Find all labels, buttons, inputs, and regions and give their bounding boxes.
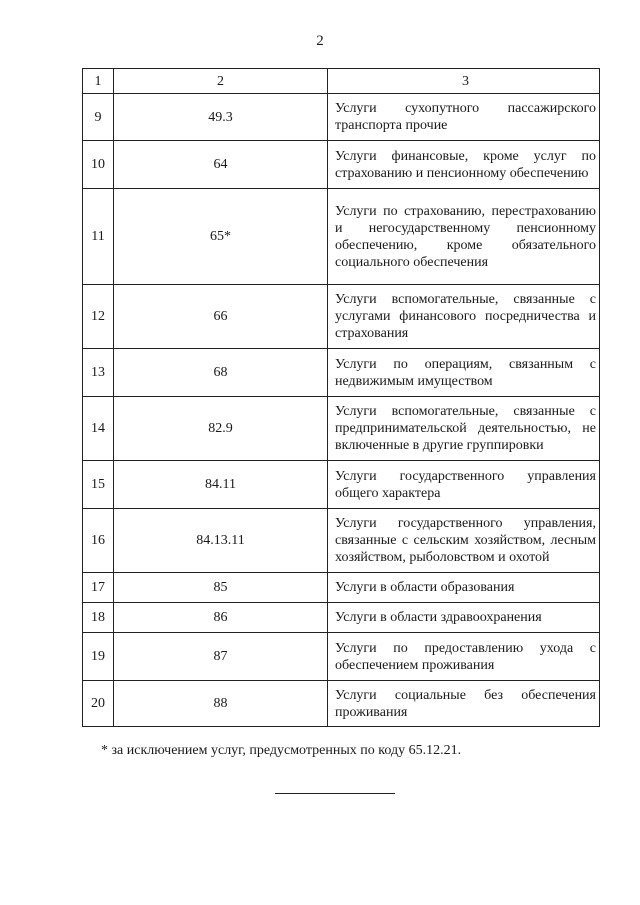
row-num: 10 — [83, 141, 114, 189]
row-description: Услуги вспомогательные, связанные с предпринимательской деятельностью, не включенные в другие группировки — [328, 397, 600, 461]
row-num: 16 — [83, 509, 114, 573]
row-num: 20 — [83, 681, 114, 727]
row-description: Услуги государственного управления общего характера — [328, 461, 600, 509]
table-row — [83, 461, 600, 509]
services-table — [82, 68, 600, 727]
row-description: Услуги сухопутного пассажирского транспорта прочие — [328, 94, 600, 141]
row-description: Услуги в области образования — [328, 573, 600, 603]
row-code: 86 — [114, 603, 328, 633]
row-num: 11 — [83, 189, 114, 285]
table-row — [83, 573, 600, 603]
row-code: 64 — [114, 141, 328, 189]
footnote: * за исключением услуг, предусмотренных по коду 65.12.21. — [101, 743, 462, 758]
header-cell-desc: 3 — [328, 69, 600, 94]
row-code: 88 — [114, 681, 328, 727]
row-num: 15 — [83, 461, 114, 509]
row-description: Услуги по операциям, связанным с недвижимым имуществом — [328, 349, 600, 397]
row-description: Услуги социальные без обеспечения проживания — [328, 681, 600, 727]
row-code: 65* — [114, 189, 328, 285]
row-num: 13 — [83, 349, 114, 397]
table-row — [83, 681, 600, 727]
row-description: Услуги в области здравоохранения — [328, 603, 600, 633]
closing-divider — [275, 793, 395, 794]
row-code: 84.11 — [114, 461, 328, 509]
row-code: 49.3 — [114, 94, 328, 141]
table-row — [83, 603, 600, 633]
header-cell-num: 1 — [83, 69, 114, 94]
table-row — [83, 94, 600, 141]
row-num: 17 — [83, 573, 114, 603]
table-row — [83, 141, 600, 189]
row-code: 66 — [114, 285, 328, 349]
row-num: 19 — [83, 633, 114, 681]
row-code: 85 — [114, 573, 328, 603]
row-num: 14 — [83, 397, 114, 461]
table-header-row — [83, 69, 600, 94]
row-description: Услуги финансовые, кроме услуг по страхованию и пенсионному обеспечению — [328, 141, 600, 189]
table-row — [83, 285, 600, 349]
table-row — [83, 509, 600, 573]
row-description: Услуги государственного управления, связанные с сельским хозяйством, лесным хозяйством, рыболовством и охотой — [328, 509, 600, 573]
row-code: 82.9 — [114, 397, 328, 461]
page-number: 2 — [316, 33, 324, 49]
table-row — [83, 349, 600, 397]
row-code: 84.13.11 — [114, 509, 328, 573]
table-row — [83, 633, 600, 681]
row-num: 12 — [83, 285, 114, 349]
row-num: 9 — [83, 94, 114, 141]
row-description: Услуги по страхованию, перестрахованию и негосударственному пенсионному обеспечению, кроме обязательного социального обеспечения — [328, 189, 600, 285]
table-row — [83, 397, 600, 461]
row-code: 87 — [114, 633, 328, 681]
row-description: Услуги вспомогательные, связанные с услугами финансового посредничества и страхования — [328, 285, 600, 349]
header-cell-code: 2 — [114, 69, 328, 94]
row-num: 18 — [83, 603, 114, 633]
row-description: Услуги по предоставлению ухода с обеспечением проживания — [328, 633, 600, 681]
table-row — [83, 189, 600, 285]
row-code: 68 — [114, 349, 328, 397]
